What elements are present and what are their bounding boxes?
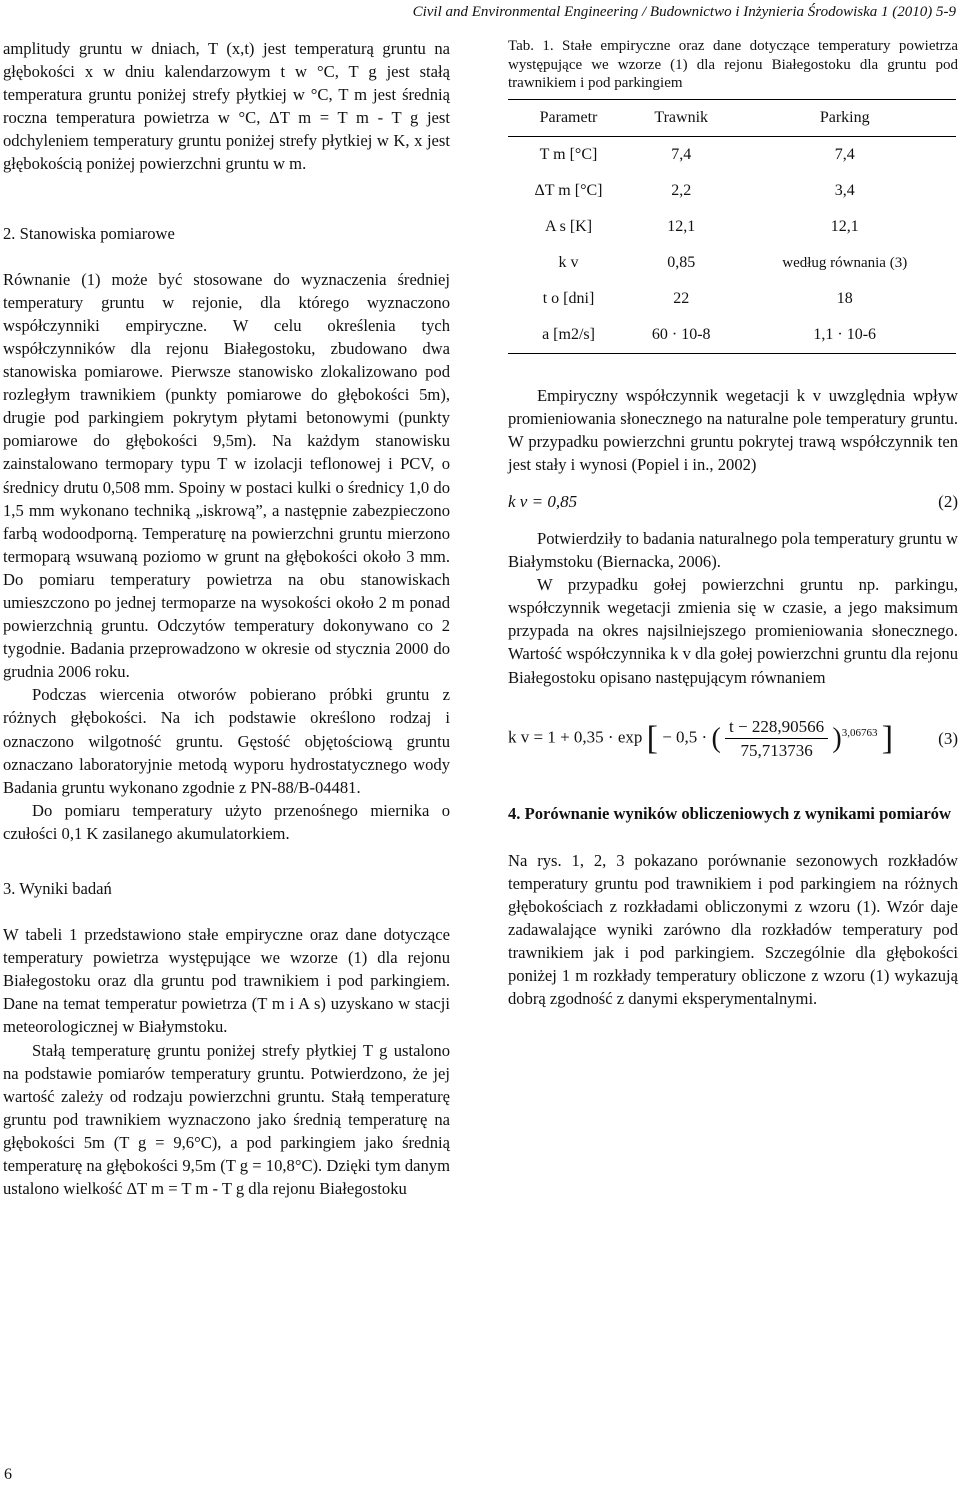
table-row (508, 317, 956, 354)
table-row (508, 173, 956, 209)
table-cell: a [m2/s] (508, 317, 629, 354)
equation-3-formula: k v = 1 + 0,35 · exp [ − 0,5 · ( $\frac{t - 228,90566}{75,713736}$ )$^{3,06763}$ ] (508, 715, 893, 762)
section-3-paragraph-2: Stałą temperaturę gruntu poniżej strefy płytkiej T g ustalono na podstawie pomiarów temperatury gruntu. Potwierdzono, że jej wartość zależy od rodzaju powierzchni gruntu. Stałą temperaturę gruntu pod trawnikiem wyznaczono jako średnią temperaturę na głębokości 5m (T g = 9,6°C), a pod parkingiem jako średnią temperaturę na głębokości 9,5m (T g = 10,8°C). Dzięki tym danym ustalono wielkość ΔT m = T m - T g dla rejonu Białegostoku (3, 1040, 450, 1199)
table-cell: według równania (3) (782, 254, 908, 271)
equation-3-exponent: 3,06763 (841, 726, 878, 739)
section-3-heading: 3. Wyniki badań (3, 879, 112, 898)
right-paragraph-2: Potwierdziły to badania naturalnego pola temperatury gruntu w Białymstoku (Biernacka, 2006). (508, 528, 958, 572)
table-row (508, 136, 956, 173)
right-paragraph-3: W przypadku gołej powierzchni gruntu np. parkingu, współczynnik wegetacji zmienia się w czasie, a jego maksimum przypada na okres najsilniejszego promieniowania słonecznego. Wartość współczynnika k v dla gołej powierzchni gruntu dla rejonu Białegostoku opisano następującym równaniem (508, 575, 958, 687)
page-number: 6 (4, 1466, 12, 1483)
table-cell: T m [°C] (539, 145, 598, 163)
table-cell: 12,1 (830, 217, 859, 235)
section-2-paragraph-3: Do pomiaru temperatury użyto przenośnego miernika o czułości 0,1 K zasilanego akumulatorkiem. (3, 800, 450, 843)
left-column (3, 37, 450, 1200)
right-paragraph-1: Empiryczny współczynnik wegetacji k v uwzględnia wpływ promieniowania słonecznego na naturalne pole temperatury gruntu. W przypadku powierzchni gruntu pokrytej trawą współczynnik ten jest stały i wynosi (Popiel i in., 2002) (508, 385, 958, 474)
table-row (508, 209, 956, 245)
table-cell: 7,4 (834, 145, 855, 163)
equation-3 (508, 715, 958, 762)
table-cell: 2,2 (671, 181, 692, 199)
equation-3-denominator: 75,713736 (740, 740, 813, 760)
table-header-cell: Parametr (508, 99, 629, 136)
table-header-cell: Trawnik (629, 99, 733, 136)
section-2-paragraph-2: Podczas wiercenia otworów pobierano próbki gruntu z różnych głębokości. Na ich podstawie określono rodzaj i oznaczono wilgotność gruntu. Gęstość objętościową gruntu oznaczano laboratoryjnie metodą wyporu hydrostatycznego wody Badania gruntu wykonano zgodnie z PN-88/B-04481. (3, 685, 450, 797)
section-4-paragraph: Na rys. 1, 2, 3 pokazano porównanie sezonowych rozkładów temperatury gruntu pod trawnikiem i pod parkingiem na różnych głębokościach z rozkładami obliczonymi z wzoru (1). Wzór daje zadawalające wyniki zarówno dla rozkładów temperatury pod trawnikiem jak i pod parkingiem. Szczególnie dla głębokości poniżej 1 m rozkłady temperatury obliczone z wzoru (1) wykazują dobrą zgodność z danymi eksperymentalnymi. (508, 850, 958, 1009)
section-3-paragraph-1: W tabeli 1 przedstawiono stałe empiryczne oraz dane dotyczące temperatury powietrza występujące we wzorze (1) dla rejonu Białegostoku oraz dla gruntu pod trawnikiem i pod parkingiem. Dane na temat temperatur powietrza (T m i A s) uzyskano w stacji meteorologicznej w Białymstoku. (3, 925, 450, 1037)
table-header-row (508, 99, 956, 136)
equation-2-number: (2) (938, 491, 958, 511)
table-cell: 7,4 (671, 145, 692, 163)
table-row (508, 245, 956, 281)
table-cell: k v (558, 253, 579, 271)
equation-3-fraction (725, 715, 828, 762)
section-2-heading: 2. Stanowiska pomiarowe (3, 223, 175, 243)
right-column (508, 37, 958, 1011)
table-cell: 22 (673, 289, 690, 307)
equation-3-inner: − 0,5 · (662, 727, 708, 747)
table-cell: 12,1 (667, 217, 696, 235)
equation-3-left: k v = 1 + 0,35 · exp (508, 727, 643, 747)
equation-2-formula: k v = 0,85 (508, 491, 578, 511)
equation-2 (508, 490, 958, 513)
intro-paragraph: amplitudy gruntu w dniach, T (x,t) jest temperaturą gruntu na głębokości x w dniu kalendarzowym t w °C, T g jest stałą temperatura gruntu poniżej strefy płytkiej w °C, T m jest średnią roczna temperatura powietrza w °C, ΔT m = T m - T g jest odchyleniem temperatury gruntu poniżej strefy płytkiej w K, x jest głębokością poniżej powierzchni gruntu w m. (3, 39, 450, 174)
table-cell: 18 (836, 289, 853, 307)
section-4-heading: 4. Porównanie wyników obliczeniowych z wynikami pomiarów (508, 803, 951, 823)
table-caption: Tab. 1. Stałe empiryczne oraz dane dotyczące temperatury powietrza występujące we wzorze (1) dla rejonu Białegostoku dla gruntu pod trawnikiem i pod parkingiem (508, 38, 958, 91)
section-2-paragraph-1: Równanie (1) może być stosowane do wyznaczenia średniej temperatury gruntu w rejonie, dla którego wyznaczono współczynniki empiryczne. W celu określenia tych współczynników dla rejonu Białegostoku, zbudowano dwa stanowiska pomiarowe. Pierwsze stanowisko zlokalizowano pod rozległym trawnikiem (punkty pomiarowe do głębokości 5m), drugie pod parkingiem pokrytym płytami betonowymi (punkty pomiarowe do głębokości 9,5m). Na każdym stanowisku zainstalowano termopary typu T w izolacji teflonowej i PCV, o średnicy drutu 0,508 mm. Spoiny w postaci kulki o średnicy 1,0 do 1,5 mm wykonano techniką „iskrową”, a następnie zabezpieczono farbą wodoodporną. Temperaturę na powierzchni gruntu mierzono termoparą wsuwaną poziomo w grunt na głębokości około 3 mm. Do pomiaru temperatury powietrza na obu stanowiskach umieszczono po jednej termoparze na wysokości około 2 m ponad powierzchnią gruntu. Odczytów temperatury dokonywano co 2 tygodnie. Badania przeprowadzono w okresie od stycznia 2000 do grudnia 2006 roku. (3, 269, 450, 682)
table-header-cell: Parking (733, 99, 956, 136)
equation-3-numerator: t − 228,90566 (725, 715, 828, 739)
table-cell: t o [dni] (542, 289, 595, 307)
table-cell: 0,85 (667, 253, 696, 271)
parameters-table (508, 99, 956, 354)
table-cell: 1,1 · 10-6 (733, 317, 956, 354)
equation-3-number: (3) (938, 728, 958, 748)
table-cell: ΔT m [°C] (534, 181, 603, 199)
table-cell: 60 · 10-8 (629, 317, 733, 354)
table-cell: 3,4 (834, 181, 855, 199)
table-row (508, 281, 956, 317)
running-header: Civil and Environmental Engineering / Budownictwo i Inżynieria Środowiska 1 (2010) 5-9 (412, 4, 956, 20)
table-cell: A s [K] (544, 217, 593, 235)
